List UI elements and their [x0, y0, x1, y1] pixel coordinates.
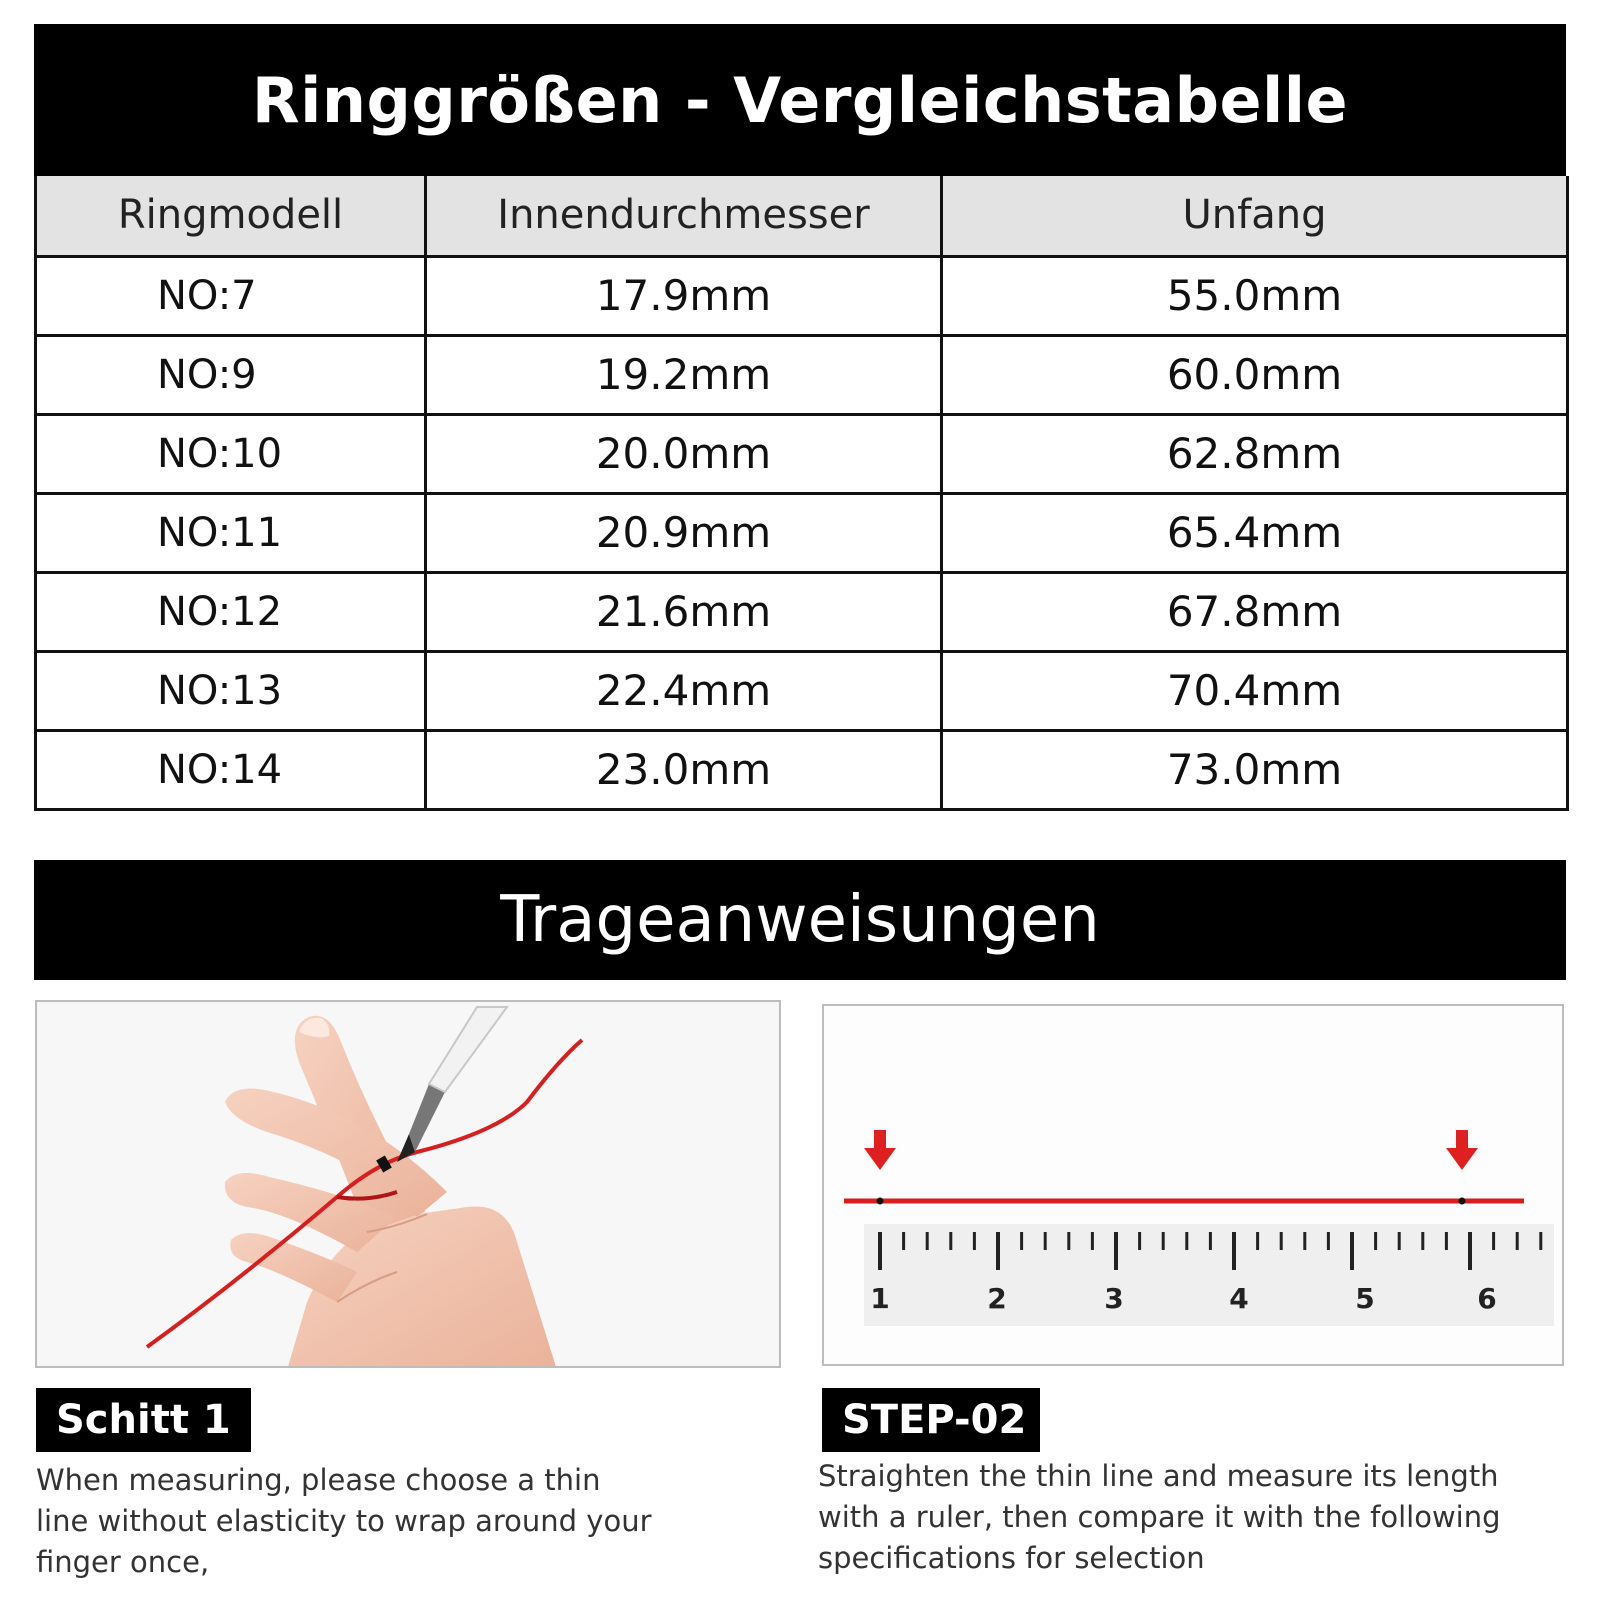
cell-model: NO:13 — [36, 651, 426, 730]
cell-model: NO:10 — [36, 414, 426, 493]
cell-model: NO:14 — [36, 730, 426, 809]
step-1-description — [36, 1460, 776, 1583]
arrow-down-icon — [864, 1130, 896, 1170]
header-circumference: Unfang — [942, 176, 1568, 256]
step-1-line: When measuring, please choose a thin — [36, 1463, 601, 1497]
cell-circumference: 62.8mm — [942, 414, 1568, 493]
cell-diameter: 20.0mm — [426, 414, 942, 493]
cell-model: NO:9 — [36, 335, 426, 414]
step-2-line: with a ruler, then compare it with the following — [818, 1500, 1501, 1534]
cell-diameter: 19.2mm — [426, 335, 942, 414]
cell-circumference: 65.4mm — [942, 493, 1568, 572]
cell-circumference: 70.4mm — [942, 651, 1568, 730]
ruler-number: 2 — [987, 1282, 1007, 1315]
table-row — [36, 414, 1568, 493]
step-1-label: Schitt 1 — [36, 1388, 251, 1452]
cell-model: NO:12 — [36, 572, 426, 651]
ruler-illustration — [822, 1004, 1564, 1366]
table-row — [36, 493, 1568, 572]
step-2-description — [818, 1456, 1588, 1579]
cell-diameter: 22.4mm — [426, 651, 942, 730]
table-row — [36, 572, 1568, 651]
chart-title: Ringgrößen - Vergleichstabelle — [34, 24, 1566, 176]
table-row — [36, 730, 1568, 809]
step-2-label: STEP-02 — [822, 1388, 1040, 1452]
ruler-number: 3 — [1104, 1282, 1124, 1315]
hand-thread-image — [37, 1002, 781, 1368]
hand-measuring-illustration — [35, 1000, 781, 1368]
step-2-line: specifications for selection — [818, 1541, 1205, 1575]
cell-diameter: 21.6mm — [426, 572, 942, 651]
ruler-number: 1 — [870, 1282, 890, 1315]
section-title: Trageanweisungen — [34, 860, 1566, 980]
table-row — [36, 256, 1568, 335]
arrow-down-icon — [1446, 1130, 1478, 1170]
header-inner-diameter: Innendurchmesser — [426, 176, 942, 256]
cell-diameter: 17.9mm — [426, 256, 942, 335]
ring-size-table — [34, 176, 1569, 811]
step-2-line: Straighten the thin line and measure its length — [818, 1459, 1499, 1493]
table-header-row — [36, 176, 1568, 256]
ruler-number: 5 — [1355, 1282, 1375, 1315]
header-ring-model: Ringmodell — [36, 176, 426, 256]
table-row — [36, 335, 1568, 414]
ruler-number: 6 — [1477, 1282, 1497, 1315]
ruler-number: 4 — [1229, 1282, 1249, 1315]
cell-circumference: 73.0mm — [942, 730, 1568, 809]
cell-circumference: 55.0mm — [942, 256, 1568, 335]
ruler-image — [824, 1006, 1564, 1366]
step-1-line: line without elasticity to wrap around your — [36, 1504, 652, 1538]
cell-circumference: 60.0mm — [942, 335, 1568, 414]
step-1-line: finger once, — [36, 1545, 210, 1579]
cell-diameter: 23.0mm — [426, 730, 942, 809]
table-row — [36, 651, 1568, 730]
cell-model: NO:11 — [36, 493, 426, 572]
cell-diameter: 20.9mm — [426, 493, 942, 572]
cell-model: NO:7 — [36, 256, 426, 335]
cell-circumference: 67.8mm — [942, 572, 1568, 651]
